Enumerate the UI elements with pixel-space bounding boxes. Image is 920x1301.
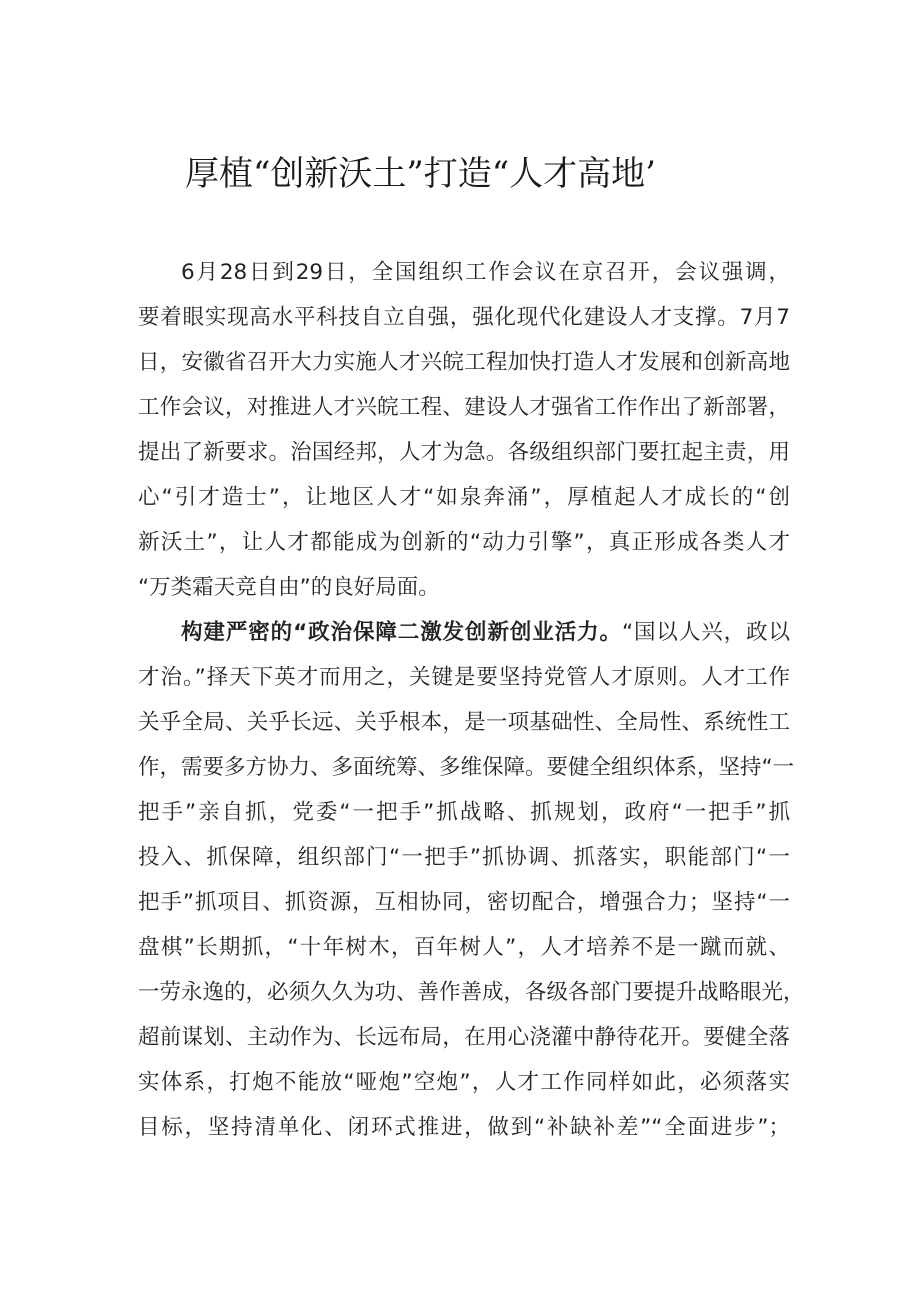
document-title: 厚植“创新沃土”打造“人才高地’ — [185, 154, 656, 194]
text-line: 目标，坚持清单化、闭环式推进，做到“补缺补差”“全面进步”； — [138, 1115, 790, 1140]
text-line: 盘棋”长期抓，“十年树木，百年树人”，人才培养不是一蹴而就、 — [138, 935, 790, 960]
text-line: 提出了新要求。治国经邦，人才为急。各级组织部门要扛起主责，用 — [138, 440, 790, 465]
text-line: 把手”抓项目、抓资源，互相协同，密切配合，增强合力；坚持“一 — [138, 890, 790, 915]
text-line: 日，安徽省召开大力实施人才兴皖工程加快打造人才发展和创新高地 — [138, 350, 790, 375]
text-line: 要着眼实现高水平科技自立自强，强化现代化建设人才支撑。7月7 — [138, 305, 790, 330]
text-line: 把手”亲自抓，党委“一把手”抓战略、抓规划，政府“一把手”抓 — [138, 800, 790, 825]
text-line — [138, 610, 790, 655]
paragraph-2 — [138, 610, 805, 1150]
text-line: 工作会议，对推进人才兴皖工程、建设人才强省工作作出了新部署， — [138, 395, 790, 420]
document-body — [138, 250, 805, 1150]
text-line: 才治。”择天下英才而用之，关键是要坚持党管人才原则。人才工作 — [138, 665, 790, 690]
text-line: 新沃土”，让人才都能成为创新的“动力引擎”，真正形成各类人才 — [138, 530, 790, 555]
text-line-tail: “国以人兴，政以 — [621, 620, 791, 645]
text-line: 投入、抓保障，组织部门“一把手”抓协调、抓落实，职能部门“一 — [138, 845, 790, 870]
text-line: 一劳永逸的，必须久久为功、善作善成，各级各部门要提升战略眼光， — [138, 980, 805, 1005]
text-line: 心“引才造士”，让地区人才“如泉奔涌”，厚植起人才成长的“创 — [138, 485, 790, 510]
paragraph-lead: 构建严密的“政治保障二激发创新创业活力。 — [181, 620, 622, 645]
text-line: 实体系，打炮不能放“哑炮”空炮”，人才工作同样如此，必须落实 — [138, 1070, 790, 1095]
paragraph-1 — [138, 250, 790, 610]
text-line: 6月28日到29日，全国组织工作会议在京召开，会议强调， — [181, 260, 790, 285]
text-line: 关乎全局、关乎长远、关乎根本，是一项基础性、全局性、系统性工 — [138, 710, 790, 735]
text-line: 作，需要多方协力、多面统筹、多维保障。要健全组织体系，坚持“一 — [138, 755, 795, 780]
text-line: “万类霜天竞自由”的良好局面。 — [138, 575, 440, 600]
text-line: 超前谋划、主动作为、长远布局，在用心浇灌中静待花开。要健全落 — [138, 1025, 790, 1050]
